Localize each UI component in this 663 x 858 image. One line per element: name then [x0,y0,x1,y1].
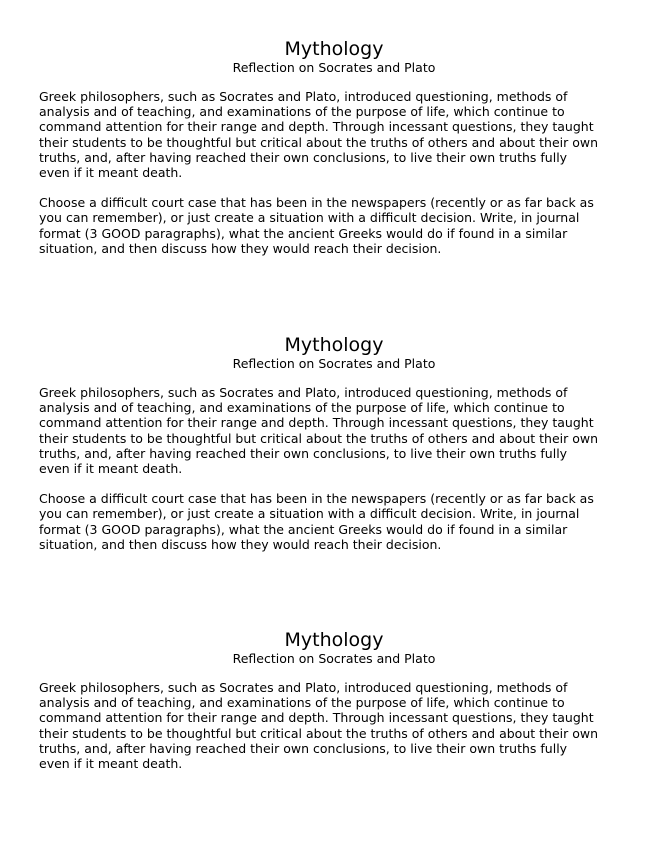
assignment-block-1 [39,38,629,271]
prompt-paragraph: Choose a difficult court case that has been in the newspapers (recently or as far back as you can remember), or just create a situation with a difficult decision. Write, in journal format (3 GOOD paragraphs), what the ancient Greeks would do if found in a similar situation, and then discuss how they would reach their decision. [39,491,594,552]
page-title: Mythology [284,38,384,60]
subtitle: Reflection on Socrates and Plato [232,356,436,371]
intro-paragraph: Greek philosophers, such as Socrates and Plato, introduced questioning, methods of analysis and of teaching, and examinations of the purpose of life, which continue to command attention for their range and depth. Through incessant questions, they taught their students to be thoughtful but critical about the truths of others and about their own truths, and, after having reached their own conclusions, to live their own truths fully even if it meant death. [39,89,599,181]
prompt-paragraph: Choose a difficult court case that has been in the newspapers (recently or as far back as you can remember), or just create a situation with a difficult decision. Write, in journal format (3 GOOD paragraphs), what the ancient Greeks would do if found in a similar situation, and then discuss how they would reach their decision. [39,195,594,256]
page-title: Mythology [284,334,384,356]
assignment-block-3 [39,629,629,786]
assignment-block-2 [39,334,629,567]
intro-paragraph: Greek philosophers, such as Socrates and Plato, introduced questioning, methods of analysis and of teaching, and examinations of the purpose of life, which continue to command attention for their range and depth. Through incessant questions, they taught their students to be thoughtful but critical about the truths of others and about their own truths, and, after having reached their own conclusions, to live their own truths fully even if it meant death. [39,385,599,477]
subtitle: Reflection on Socrates and Plato [232,651,436,666]
subtitle: Reflection on Socrates and Plato [232,60,436,75]
intro-paragraph: Greek philosophers, such as Socrates and Plato, introduced questioning, methods of analysis and of teaching, and examinations of the purpose of life, which continue to command attention for their range and depth. Through incessant questions, they taught their students to be thoughtful but critical about the truths of others and about their own truths, and, after having reached their own conclusions, to live their own truths fully even if it meant death. [39,680,599,772]
page-title: Mythology [284,629,384,651]
